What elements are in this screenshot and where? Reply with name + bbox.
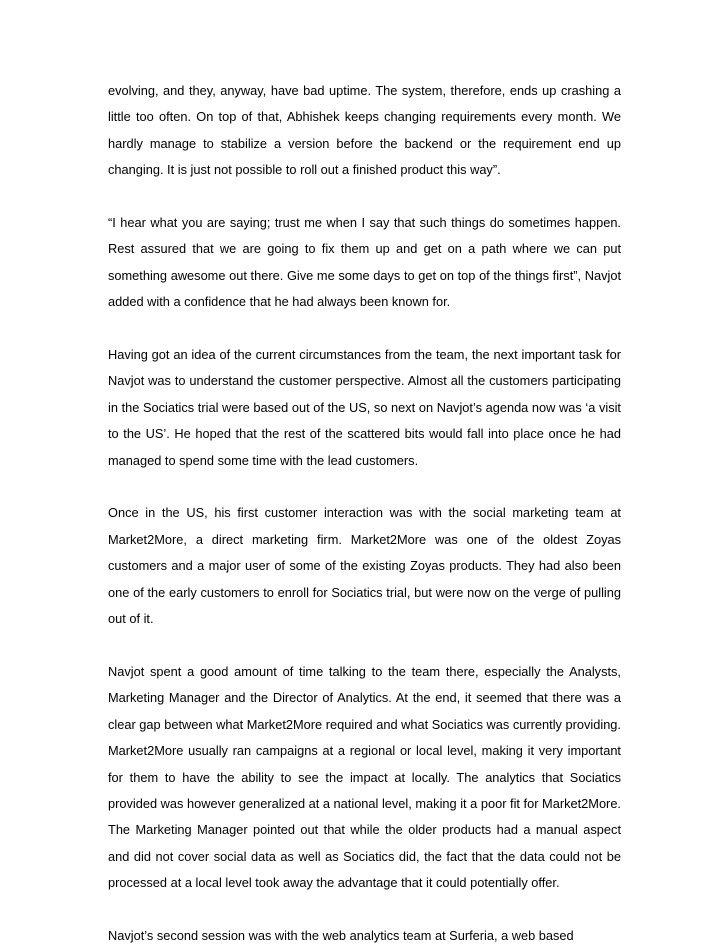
paragraph-5: Navjot spent a good amount of time talking to the team there, especially the Analysts, Marketing Manager and the Director of Analytics. At the end, it seemed that there was a clear gap between what Market2More required and what Sociatics was currently providing. Market2More usually ran campaigns at a regional or local level, making it very important for them to have the ability to see the impact at locally. The analytics that Sociatics provided was however generalized at a national level, making it a poor fit for Market2More. The Marketing Manager pointed out that while the older products had a manual aspect and did not cover social data as well as Sociatics did, the fact that the data could not be processed at a local level took away the advantage that it could potentially offer. xyxy=(108,663,621,891)
document-page xyxy=(108,78,621,949)
paragraph-6: Navjot’s second session was with the web analytics team at Surferia, a web based xyxy=(108,927,574,943)
paragraph-2: “I hear what you are saying; trust me when I say that such things do sometimes happen. Rest assured that we are going to fix them up and get on a path where we can put something awesome out there. Give me some days to get on top of the things first”, Navjot added with a confidence that he had always been known for. xyxy=(108,215,621,310)
paragraph-3: Having got an idea of the current circumstances from the team, the next important task for Navjot was to understand the customer perspective. Almost all the customers participating in the Sociatics trial were based out of the US, so next on Navjot’s agenda now was ‘a visit to the US’. He hoped that the rest of the scattered bits would fall into place once he had managed to spend some time with the lead customers. xyxy=(108,347,621,468)
paragraph-1: evolving, and they, anyway, have bad uptime. The system, therefore, ends up crashing a little too often. On top of that, Abhishek keeps changing requirements every month. We hardly manage to stabilize a version before the backend or the requirement end up changing. It is just not possible to roll out a finished product this way”. xyxy=(108,83,621,178)
paragraph-4: Once in the US, his first customer interaction was with the social marketing team at Market2More, a direct marketing firm. Market2More was one of the oldest Zoyas customers and a major user of some of the existing Zoyas products. They had also been one of the early customers to enroll for Sociatics trial, but were now on the verge of pulling out of it. xyxy=(108,505,621,627)
